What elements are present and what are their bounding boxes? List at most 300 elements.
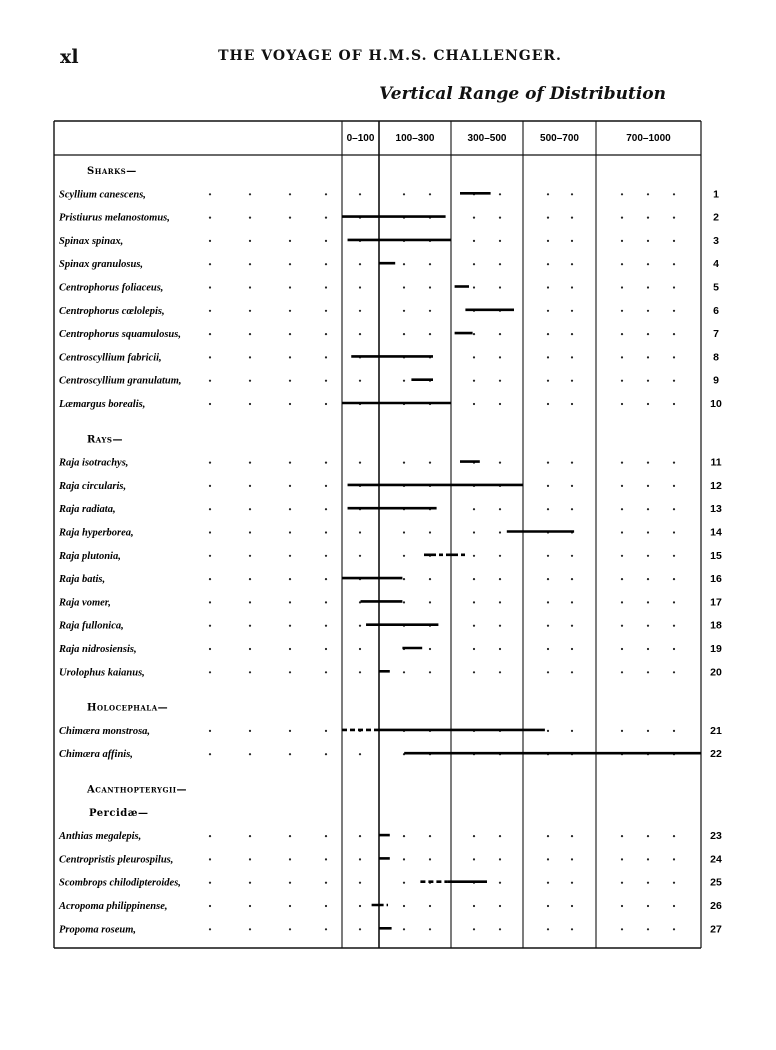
leader-dot <box>249 648 251 650</box>
leader-dot <box>325 531 327 533</box>
leader-dot <box>289 928 291 930</box>
species-name: Raja nidrosiensis, <box>59 644 137 655</box>
leader-dot <box>547 601 549 603</box>
leader-dot <box>209 508 211 510</box>
leader-dot <box>209 625 211 627</box>
leader-dot <box>209 240 211 242</box>
leader-dot <box>289 403 291 405</box>
row-number: 5 <box>713 281 719 294</box>
leader-dot <box>499 403 501 405</box>
leader-dot <box>571 671 573 673</box>
leader-dot <box>673 928 675 930</box>
leader-dot <box>209 217 211 219</box>
row-number: 9 <box>713 374 719 387</box>
species-name: Chimæra monstrosa, <box>59 725 151 737</box>
leader-dot <box>359 310 361 312</box>
leader-dot <box>571 263 573 265</box>
leader-dot <box>359 531 361 533</box>
row-number: 14 <box>710 526 722 539</box>
species-name: Raja vomer, <box>59 597 111 609</box>
column-header: 300–500 <box>467 133 507 144</box>
leader-dot <box>209 601 211 603</box>
leader-dot <box>289 217 291 219</box>
leader-dot <box>209 753 211 755</box>
leader-dot <box>647 905 649 907</box>
leader-dot <box>289 263 291 265</box>
leader-dot <box>473 240 475 242</box>
leader-dot <box>673 835 675 837</box>
leader-dot <box>429 286 431 288</box>
leader-dot <box>325 333 327 335</box>
species-name: Raja circularis, <box>59 480 127 492</box>
leader-dot <box>473 648 475 650</box>
leader-dot <box>289 310 291 312</box>
leader-dot <box>647 601 649 603</box>
leader-dot <box>547 555 549 557</box>
leader-dot <box>621 485 623 487</box>
leader-dot <box>673 625 675 627</box>
leader-dot <box>209 403 211 405</box>
running-head: THE VOYAGE OF H.M.S. CHALLENGER. <box>218 48 562 64</box>
leader-dot <box>325 240 327 242</box>
leader-dot <box>325 193 327 195</box>
species-name: Spinax granulosus, <box>59 259 144 271</box>
leader-dot <box>673 905 675 907</box>
species-name: Scyllium canescens, <box>59 189 146 201</box>
species-name: Centrophorus squamulosus, <box>59 329 181 341</box>
leader-dot <box>325 648 327 650</box>
section-heading: Holocephala— <box>87 702 169 714</box>
leader-dot <box>429 858 431 860</box>
leader-dot <box>499 905 501 907</box>
leader-dot <box>621 905 623 907</box>
leader-dot <box>621 671 623 673</box>
leader-dot <box>289 485 291 487</box>
leader-dot <box>249 882 251 884</box>
leader-dot <box>473 356 475 358</box>
leader-dot <box>547 730 549 732</box>
leader-dot <box>621 625 623 627</box>
species-name: Centroscyllium fabricii, <box>59 352 162 364</box>
row-number: 18 <box>710 619 722 632</box>
leader-dot <box>403 310 405 312</box>
leader-dot <box>673 578 675 580</box>
leader-dot <box>359 286 361 288</box>
leader-dot <box>621 648 623 650</box>
leader-dot <box>647 193 649 195</box>
species-name: Læmargus borealis, <box>59 399 146 410</box>
leader-dot <box>647 578 649 580</box>
leader-dot <box>673 858 675 860</box>
leader-dot <box>325 380 327 382</box>
leader-dot <box>571 555 573 557</box>
leader-dot <box>249 508 251 510</box>
row-number: 17 <box>710 596 722 609</box>
leader-dot <box>429 333 431 335</box>
leader-dot <box>647 928 649 930</box>
leader-dot <box>289 333 291 335</box>
row-number: 20 <box>710 666 722 679</box>
leader-dot <box>289 905 291 907</box>
leader-dot <box>249 286 251 288</box>
leader-dot <box>209 485 211 487</box>
leader-dot <box>547 333 549 335</box>
leader-dot <box>499 928 501 930</box>
leader-dot <box>571 578 573 580</box>
leader-dot <box>499 217 501 219</box>
row-number: 7 <box>713 328 719 341</box>
leader-dot <box>571 193 573 195</box>
leader-dot <box>289 730 291 732</box>
leader-dot <box>473 625 475 627</box>
leader-dot <box>621 462 623 464</box>
species-name: Raja batis, <box>59 574 106 586</box>
leader-dot <box>621 508 623 510</box>
leader-dot <box>325 356 327 358</box>
leader-dot <box>547 882 549 884</box>
species-name: Spinax spinax, <box>59 235 124 247</box>
leader-dot <box>249 485 251 487</box>
leader-dot <box>403 462 405 464</box>
leader-dot <box>673 217 675 219</box>
leader-dot <box>209 882 211 884</box>
leader-dot <box>289 648 291 650</box>
leader-dot <box>571 286 573 288</box>
row-number: 10 <box>710 398 722 410</box>
leader-dot <box>325 485 327 487</box>
leader-dot <box>673 403 675 405</box>
leader-dot <box>289 625 291 627</box>
leader-dot <box>673 555 675 557</box>
species-name: Acropoma philippinense, <box>59 901 168 912</box>
leader-dot <box>673 286 675 288</box>
leader-dot <box>673 601 675 603</box>
leader-dot <box>403 928 405 930</box>
leader-dot <box>571 625 573 627</box>
leader-dot <box>499 835 501 837</box>
leader-dot <box>621 263 623 265</box>
leader-dot <box>647 671 649 673</box>
leader-dot <box>403 601 405 603</box>
leader-dot <box>499 356 501 358</box>
leader-dot <box>673 193 675 195</box>
leader-dot <box>547 217 549 219</box>
leader-dot <box>547 905 549 907</box>
leader-dot <box>621 217 623 219</box>
leader-dot <box>359 928 361 930</box>
leader-dot <box>429 263 431 265</box>
column-header: 500–700 <box>540 133 579 144</box>
leader-dot <box>499 601 501 603</box>
leader-dot <box>403 882 405 884</box>
leader-dot <box>429 905 431 907</box>
leader-dot <box>547 648 549 650</box>
leader-dot <box>571 310 573 312</box>
leader-dot <box>325 462 327 464</box>
leader-dot <box>249 263 251 265</box>
leader-dot <box>647 217 649 219</box>
row-number: 21 <box>710 724 722 737</box>
leader-dot <box>289 462 291 464</box>
species-name: Centroscyllium granulatum, <box>59 375 182 387</box>
leader-dot <box>325 508 327 510</box>
column-header: 700–1000 <box>626 133 671 144</box>
leader-dot <box>249 928 251 930</box>
leader-dot <box>473 905 475 907</box>
leader-dot <box>289 193 291 195</box>
leader-dot <box>499 508 501 510</box>
row-number: 16 <box>710 573 722 586</box>
leader-dot <box>571 508 573 510</box>
leader-dot <box>499 882 501 884</box>
leader-dot <box>571 730 573 732</box>
column-header: 0–100 <box>346 133 375 144</box>
leader-dot <box>289 240 291 242</box>
leader-dot <box>547 671 549 673</box>
leader-dot <box>429 648 431 650</box>
leader-dot <box>673 333 675 335</box>
leader-dot <box>209 835 211 837</box>
leader-dot <box>289 671 291 673</box>
leader-dot <box>209 286 211 288</box>
leader-dot <box>547 240 549 242</box>
leader-dot <box>621 333 623 335</box>
leader-dot <box>325 310 327 312</box>
leader-dot <box>499 671 501 673</box>
leader-dot <box>403 671 405 673</box>
leader-dot <box>547 508 549 510</box>
leader-dot <box>499 263 501 265</box>
leader-dot <box>673 462 675 464</box>
leader-dot <box>571 217 573 219</box>
row-number: 15 <box>710 549 722 562</box>
section-heading: Rays— <box>87 434 123 446</box>
leader-dot <box>359 753 361 755</box>
leader-dot <box>621 531 623 533</box>
row-number: 8 <box>713 351 719 364</box>
leader-dot <box>249 380 251 382</box>
leader-dot <box>249 356 251 358</box>
leader-dot <box>429 462 431 464</box>
leader-dot <box>325 753 327 755</box>
leader-dot <box>547 625 549 627</box>
leader-dot <box>429 531 431 533</box>
leader-dot <box>621 380 623 382</box>
species-name: Anthias megalepis, <box>59 831 142 843</box>
leader-dot <box>289 601 291 603</box>
leader-dot <box>289 858 291 860</box>
leader-dot <box>209 555 211 557</box>
leader-dot <box>647 882 649 884</box>
leader-dot <box>499 240 501 242</box>
leader-dot <box>647 403 649 405</box>
leader-dot <box>359 555 361 557</box>
leader-dot <box>621 858 623 860</box>
leader-dot <box>499 555 501 557</box>
leader-dot <box>547 310 549 312</box>
leader-dot <box>621 578 623 580</box>
leader-dot <box>403 578 405 580</box>
leader-dot <box>209 928 211 930</box>
leader-dot <box>289 882 291 884</box>
leader-dot <box>403 905 405 907</box>
leader-dot <box>209 858 211 860</box>
leader-dot <box>325 882 327 884</box>
leader-dot <box>473 601 475 603</box>
leader-dot <box>289 531 291 533</box>
leader-dot <box>547 286 549 288</box>
leader-dot <box>359 671 361 673</box>
leader-dot <box>673 310 675 312</box>
leader-dot <box>571 882 573 884</box>
leader-dot <box>359 882 361 884</box>
leader-dot <box>499 578 501 580</box>
leader-dot <box>249 333 251 335</box>
leader-dot <box>499 193 501 195</box>
leader-dot <box>621 730 623 732</box>
leader-dot <box>647 625 649 627</box>
leader-dot <box>249 462 251 464</box>
leader-dot <box>621 555 623 557</box>
leader-dot <box>473 380 475 382</box>
leader-dot <box>571 403 573 405</box>
row-number: 3 <box>713 234 719 247</box>
leader-dot <box>249 905 251 907</box>
leader-dot <box>621 882 623 884</box>
leader-dot <box>429 193 431 195</box>
leader-dot <box>673 671 675 673</box>
leader-dot <box>547 263 549 265</box>
leader-dot <box>325 835 327 837</box>
leader-dot <box>249 578 251 580</box>
leader-dot <box>473 263 475 265</box>
leader-dot <box>473 403 475 405</box>
leader-dot <box>289 555 291 557</box>
leader-dot <box>429 601 431 603</box>
leader-dot <box>547 462 549 464</box>
leader-dot <box>429 928 431 930</box>
leader-dot <box>249 217 251 219</box>
range-title: Vertical Range of Distribution <box>379 84 666 104</box>
leader-dot <box>249 555 251 557</box>
leader-dot <box>647 531 649 533</box>
leader-dot <box>499 648 501 650</box>
leader-dot <box>403 858 405 860</box>
row-number: 11 <box>710 456 722 469</box>
leader-dot <box>359 625 361 627</box>
leader-dot <box>571 380 573 382</box>
species-name: Chimæra affinis, <box>59 749 133 761</box>
leader-dot <box>473 286 475 288</box>
leader-dot <box>325 625 327 627</box>
leader-dot <box>359 648 361 650</box>
species-name: Urolophus kaianus, <box>59 667 145 679</box>
leader-dot <box>325 858 327 860</box>
leader-dot <box>209 648 211 650</box>
leader-dot <box>571 333 573 335</box>
leader-dot <box>359 333 361 335</box>
leader-dot <box>209 730 211 732</box>
leader-dot <box>473 333 475 335</box>
leader-dot <box>249 730 251 732</box>
leader-dot <box>499 858 501 860</box>
leader-dot <box>249 753 251 755</box>
leader-dot <box>325 555 327 557</box>
leader-dot <box>499 625 501 627</box>
leader-dot <box>429 671 431 673</box>
leader-dot <box>429 835 431 837</box>
row-number: 27 <box>710 923 722 936</box>
leader-dot <box>473 555 475 557</box>
leader-dot <box>547 835 549 837</box>
leader-dot <box>209 193 211 195</box>
leader-dot <box>209 531 211 533</box>
leader-dot <box>325 928 327 930</box>
leader-dot <box>289 286 291 288</box>
species-name: Raja radiata, <box>59 504 116 516</box>
leader-dot <box>673 356 675 358</box>
leader-dot <box>325 601 327 603</box>
leader-dot <box>289 508 291 510</box>
leader-dot <box>499 531 501 533</box>
leader-dot <box>621 403 623 405</box>
row-number: 24 <box>710 853 722 866</box>
leader-dot <box>249 403 251 405</box>
leader-dot <box>571 240 573 242</box>
row-number: 13 <box>710 503 722 516</box>
leader-dot <box>571 835 573 837</box>
leader-dot <box>621 356 623 358</box>
row-number: 19 <box>710 643 722 655</box>
leader-dot <box>571 485 573 487</box>
leader-dot <box>499 380 501 382</box>
leader-dot <box>289 380 291 382</box>
leader-dot <box>621 835 623 837</box>
leader-dot <box>547 858 549 860</box>
leader-dot <box>473 578 475 580</box>
leader-dot <box>473 835 475 837</box>
leader-dot <box>209 671 211 673</box>
leader-dot <box>571 601 573 603</box>
row-number: 1 <box>713 188 719 201</box>
leader-dot <box>209 578 211 580</box>
leader-dot <box>429 310 431 312</box>
leader-dot <box>673 648 675 650</box>
leader-dot <box>647 356 649 358</box>
leader-dot <box>249 193 251 195</box>
leader-dot <box>209 380 211 382</box>
leader-dot <box>547 356 549 358</box>
leader-dot <box>673 240 675 242</box>
leader-dot <box>289 835 291 837</box>
leader-dot <box>473 671 475 673</box>
leader-dot <box>621 310 623 312</box>
leader-dot <box>547 928 549 930</box>
leader-dot <box>325 263 327 265</box>
leader-dot <box>647 648 649 650</box>
section-heading: Acanthopterygii— <box>87 784 188 796</box>
leader-dot <box>325 905 327 907</box>
leader-dot <box>325 286 327 288</box>
leader-dot <box>647 462 649 464</box>
leader-dot <box>673 263 675 265</box>
leader-dot <box>571 462 573 464</box>
leader-dot <box>647 240 649 242</box>
leader-dot <box>473 217 475 219</box>
leader-dot <box>673 380 675 382</box>
leader-dot <box>249 858 251 860</box>
leader-dot <box>359 193 361 195</box>
